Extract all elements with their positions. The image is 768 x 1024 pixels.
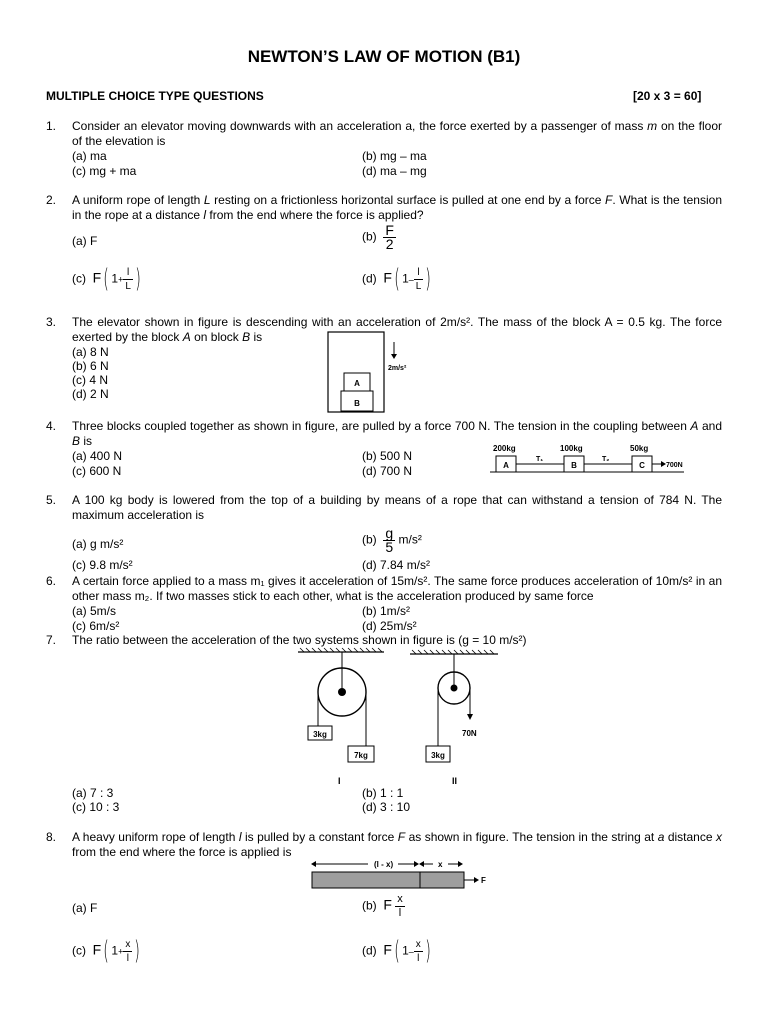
question-number: 1.: [46, 119, 57, 133]
option-a: (a) 7 : 3: [72, 786, 114, 800]
question-text: Three blocks coupled together as shown in figure, are pulled by a force 700 N. The tension in the coupling between A and B is: [72, 419, 722, 448]
force-label: 70N: [462, 729, 477, 738]
option-c: (c) 9.8 m/s²: [72, 558, 133, 572]
option-b: (b) F $\frac{x}{l}$: [362, 893, 403, 919]
option-b: (b) 6 N: [72, 359, 109, 373]
option-d: (d) 3 : 10: [362, 800, 411, 814]
option-a: (a) 8 N: [72, 345, 109, 359]
page-title: NEWTON’S LAW OF MOTION (B1): [247, 47, 521, 66]
system-label: I: [338, 776, 341, 786]
option-c: (c) F( 1+ $\frac{l}{L}$ ): [72, 264, 141, 294]
option-a: (a) 5m/s: [72, 604, 117, 618]
question-text: Consider an elevator moving downwards with an acceleration a, the force exerted by a passenger of mass m on the floor of the elevation is: [72, 119, 722, 148]
question-text: A certain force applied to a mass m₁ gives it acceleration of 15m/s². The same force produces acceleration of 10m/s² in an other mass m₂. If two masses stick to each other, what is the acceleration produced by same force: [72, 574, 722, 603]
block-c-label: C: [639, 461, 645, 470]
option-c: (c) mg + ma: [72, 164, 137, 178]
question-text: A uniform rope of length L resting on a frictionless horizontal surface is pulled at one end by a force F. What is the tension in the rope at a distance l from the end where the force is applied?: [72, 193, 722, 222]
section-heading: MULTIPLE CHOICE TYPE QUESTIONS: [46, 89, 264, 103]
option-a: (a) F: [72, 901, 98, 915]
option-a: (a) 400 N: [72, 449, 123, 463]
question-number: 4.: [46, 419, 57, 433]
x-label: x: [438, 860, 443, 869]
blocks-figure: [478, 441, 690, 477]
option-b: (b) $\frac{F}{2}$: [362, 222, 394, 252]
option-a: (a) g m/s²: [72, 537, 124, 551]
block-a-label: A: [503, 461, 509, 470]
option-b: (b) mg – ma: [362, 149, 427, 163]
option-c: (c) 10 : 3: [72, 800, 120, 814]
question-number: 2.: [46, 193, 57, 207]
question-text: The elevator shown in figure is descending with an acceleration of 2m/s². The mass of the block A = 0.5 kg. The force exerted by the block A on block B is: [72, 315, 722, 344]
option-d: (d) 25m/s²: [362, 619, 417, 633]
option-d: (d) F( 1– $\frac{l}{L}$ ): [362, 264, 432, 294]
option-d: (d) F( 1– $\frac{x}{l}$ ): [362, 936, 431, 966]
block-b-label: B: [571, 461, 577, 470]
question-number: 7.: [46, 633, 57, 647]
marks-label: [20 x 3 = 60]: [633, 89, 702, 103]
length-label: (l - x): [374, 860, 394, 869]
question-number: 8.: [46, 830, 57, 844]
tension-label: T₂: [602, 456, 610, 463]
acceleration-label: 2m/s²: [388, 365, 407, 372]
option-c: (c) 6m/s²: [72, 619, 120, 633]
question-number: 6.: [46, 574, 57, 588]
elevator-figure: [322, 330, 422, 415]
mass-label: 3kg: [313, 730, 327, 739]
pulley-figure: [292, 646, 502, 791]
option-d: (d) 2 N: [72, 387, 109, 401]
mass-label: 3kg: [431, 751, 445, 760]
option-a: (a) ma: [72, 149, 107, 163]
force-label: 700N: [666, 462, 683, 469]
option-c: (c) 600 N: [72, 464, 122, 478]
option-d: (d) 7.84 m/s²: [362, 558, 431, 572]
question-text: A 100 kg body is lowered from the top of a building by means of a rope that can withstand a tension of 784 N. The maximum acceleration is: [72, 493, 722, 522]
option-c: (c) 4 N: [72, 373, 108, 387]
question-text: The ratio between the acceleration of the two systems shown in figure is (g = 10 m/s²): [72, 633, 527, 647]
option-c: (c) F( 1+ $\frac{x}{l}$ ): [72, 936, 141, 966]
mass-label: 200kg: [493, 444, 516, 453]
block-b-label: B: [354, 399, 360, 408]
block-a-label: A: [354, 379, 360, 388]
option-d: (d) ma – mg: [362, 164, 427, 178]
system-label: II: [452, 776, 458, 786]
force-label: F: [481, 876, 486, 885]
option-a: (a) F: [72, 234, 98, 248]
mass-label: 7kg: [354, 751, 368, 760]
option-b: (b) $\frac{g}{5}$ m/s²: [362, 525, 422, 555]
option-b: (b) 1 : 1: [362, 786, 404, 800]
mass-label: 50kg: [630, 444, 649, 453]
question-number: 5.: [46, 493, 57, 507]
mass-label: 100kg: [560, 444, 583, 453]
option-d: (d) 700 N: [362, 464, 413, 478]
question-number: 3.: [46, 315, 57, 329]
rope-figure: [308, 856, 492, 892]
tension-label: T₁: [536, 456, 544, 463]
option-b: (b) 1m/s²: [362, 604, 410, 618]
question-text: A heavy uniform rope of length l is pulled by a constant force F as shown in figure. The tension in the string at a distance x from the end where the force is applied is: [72, 830, 722, 859]
option-b: (b) 500 N: [362, 449, 413, 463]
